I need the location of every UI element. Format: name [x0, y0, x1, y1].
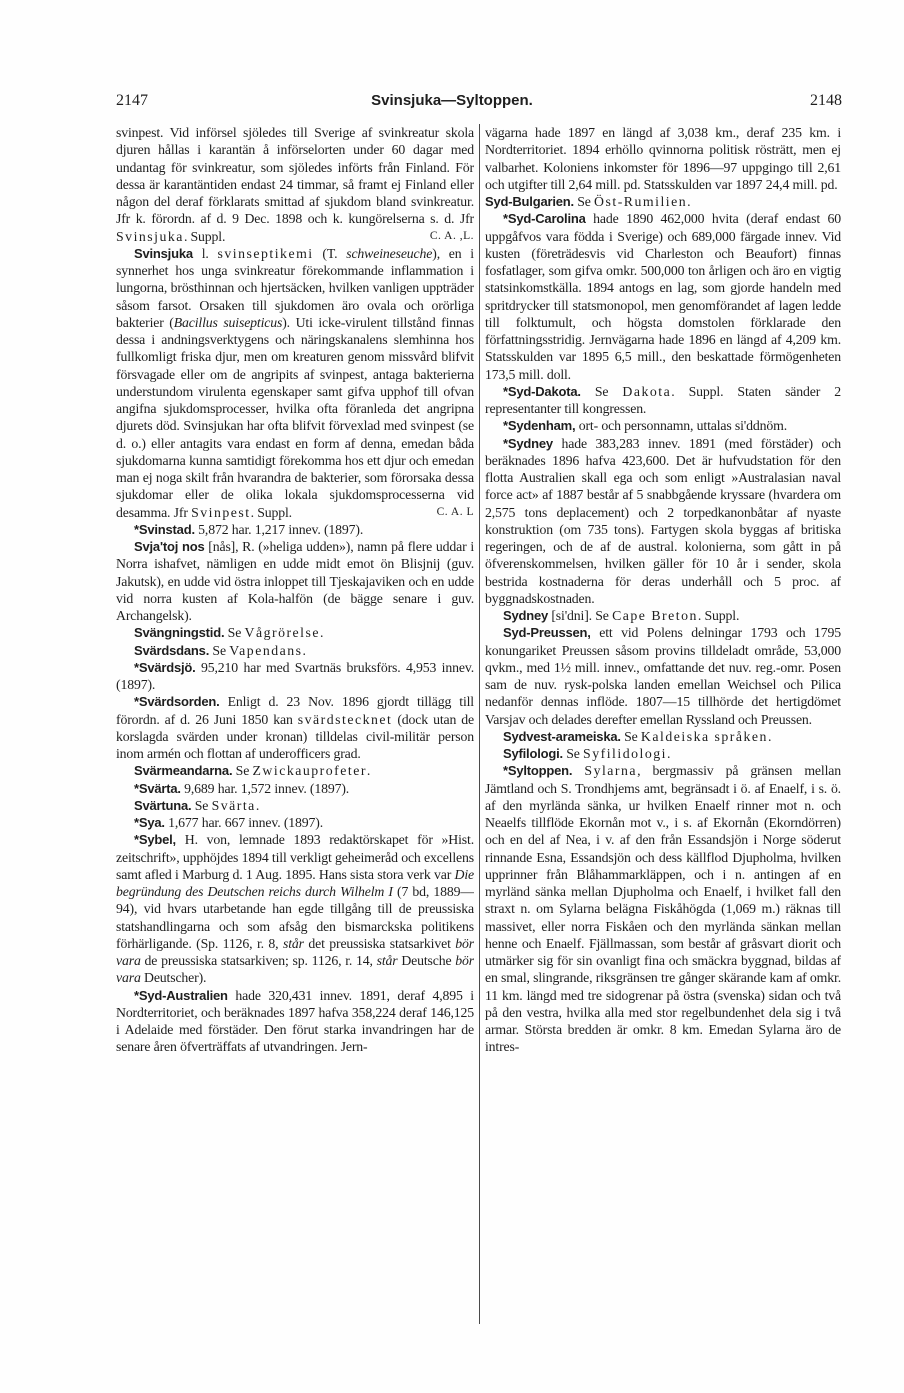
entry-text: de preussiska statsarkiven; sp. 1126, r. 14, — [140, 953, 377, 968]
dictionary-entry — [485, 124, 841, 193]
italic-text: schweineseuche — [346, 245, 433, 261]
dictionary-entry — [485, 193, 841, 210]
dictionary-entry — [116, 693, 474, 762]
column-divider — [479, 124, 480, 1324]
dictionary-entry — [116, 538, 474, 624]
spaced-text: Dakota — [622, 383, 672, 399]
entry-text: . Suppl. — [697, 608, 740, 623]
entry-text: svinpest. Vid införsel sjöledes till Sverige af svinkreatur skola djuren hållas i karantän å införselorten under 60 dagar med undantag för svinkreatur, som sjöledes införts från Finland. För dessa är karantäntiden endast 24 timmar, så framt ej Finland eller någon del deraf förklarats smittad af sjukdom bland svinkreatur. Jfr k. förordn. af d. 9 Dec. 1898 och k. kungörelserna s. d. Jfr — [116, 125, 474, 227]
entry-text: Deutsche — [397, 953, 456, 968]
entry-headword: Svja'toj nos — [134, 539, 205, 554]
entry-text: (dock utan de korslagda svärden under kronan) tilldelas civil-militär person inom armén och flottan af underofficers grad. — [116, 711, 474, 761]
dictionary-entry — [485, 624, 841, 728]
entry-text: Enligt d. 23 Nov. 1896 gjordt tillägg till förordn. af d. 26 Juni 1850 kan — [116, 694, 474, 727]
entry-text: Deutscher). — [140, 970, 207, 986]
entry-text: (7 bd, 1889—94), vid hvars utarbetande han egde tillgång till de preussiska statshandlingarna och som afsåg den bismarckska politikens förhärligande. (Sp. 1126, r. 8, — [116, 884, 474, 951]
spaced-text: Syfilidologi — [583, 746, 667, 761]
spaced-text: Svärta — [211, 797, 256, 813]
entry-headword: *Syd-Carolina — [503, 211, 586, 227]
author-signature: C. A. L — [436, 505, 474, 518]
entry-headword: Sydney — [503, 608, 549, 623]
entry-headword: *Syd-Dakota. — [503, 383, 581, 399]
entry-text: Se — [232, 763, 253, 779]
entry-headword: *Sya. — [134, 815, 165, 830]
entry-text: . Suppl. — [250, 504, 292, 520]
entry-text: ). Uti icke-virulent tillstånd finnas dessa i andningsverktygens och näringskanalens slemhinna hos fullkomligt friska djur, men om kreaturen genom missvård blifvit försvagade eller om de angripits af svinpest, antaga bakterierna understundom virulenta egenskaper samt gifva upphof till ofvan angifna sjukdomsprocesser, hvilka ofta föranleda det angripna djurets död. Svinsjukan har ofta blifvit förvexlad med svinpest (se d. o.) eller antagits vara endast en form af denna, emedan båda sjukdomarna kunna samtidigt förekomma hos ett djur och emedan man ej noga skilt från hvarandra de bakterier, som förorsaka dessa sjukdomar eller de olika lokala sjukdomsprocesserna vid desamma. Jfr — [116, 314, 474, 520]
spaced-text: svärdstecknet — [297, 711, 393, 727]
entry-text: . — [767, 728, 772, 744]
entry-headword: *Sybel, — [134, 832, 176, 848]
entry-text: Se — [562, 746, 584, 761]
italic-text: står — [376, 953, 398, 968]
spaced-text: svinseptikemi — [217, 245, 314, 261]
entry-text: . Suppl. Staten sänder 2 representanter till kongressen. — [485, 383, 841, 416]
dictionary-entry — [116, 624, 474, 641]
entry-text: 1,677 har. 667 innev. (1897). — [164, 815, 324, 830]
entry-headword: *Svärta. — [134, 780, 181, 796]
entry-headword: *Svinstad. — [134, 521, 195, 537]
entry-text: . — [666, 746, 671, 761]
dictionary-entry — [116, 642, 474, 659]
entry-headword: *Syd-Australien — [134, 987, 228, 1003]
dictionary-entry — [116, 780, 474, 797]
entry-headword: *Sydenham, — [503, 418, 576, 434]
italic-text: bör vara — [116, 953, 474, 986]
entry-text: . — [255, 797, 260, 813]
dictionary-entry — [485, 607, 841, 624]
spaced-text: Vapendans — [229, 642, 303, 658]
entry-text: det preussiska statsarkivet — [303, 935, 456, 951]
entry-text: [nås], R. (»heliga udden»), namn på flere uddar i Norra ishafvet, nämligen en udde midt emot ön Blisjnij (guv. Jakutsk), en udde vid östra inloppet till Tjeskajaviken och en udde vid norra kusten af Kola-halfön (de bägge senare i guv. Archangelsk). — [116, 539, 474, 623]
spaced-text: Cape Breton — [612, 608, 698, 623]
entry-headword: Svärtuna. — [134, 797, 192, 813]
entry-text: ett vid Polens delningar 1793 och 1795 konungariket Preussen såsom provins tilldeladt område, 53,000 qvkm., med 1½ mill. innev., omfattande det nuv. reg.-omr. Posen sam de nuv. rysk-polska landen emellan Weichsel och Pilica nedanför dennas inflöde. 1807—15 tillhörde det hertigdömet Varsjav och delades derefter emellan Ryssland och Preussen. — [485, 625, 841, 727]
entry-text: l. — [192, 245, 218, 261]
entry-headword: Svärmeandarna. — [134, 763, 233, 779]
running-head-title: Svinsjuka—Syltoppen. — [371, 92, 533, 109]
page-number-left: 2147 — [116, 92, 148, 109]
entry-headword: *Svärdsjö. — [134, 659, 196, 675]
entry-text: , bergmassiv på gränsen mellan Jämtland och S. Trondhjems amt, begränsadt i ö. af Enaelf, i s. ö. af den myrlända sänka, ur hvilken Enaelf rinner mot n. och Neaelfs tillflöde Ekornån mot v., i s. af Ekornån (Ekorndörren) och en del af Nea, i v. af den från Essandsjön i Norge söderut rinnande Esna, Essandsjön och dess källflod Djupholma, hvilken upprinner från Blåhammarkläppen, och i n. antingen af en myrländ sänka mellan Djupholma och Enaelf, i hvilket fall den straxt n. om Sylarna belägna Fiskåhögda (1,069 m.) räknas till massivet, eller norra Fiskåen och den myrlända sänkan mellan henne och Enaelf. Fjällmassan, som består af gråsvart diorit och utmärker sig för sin ovanligt fina och smäckra byggnad, bildas af en smal, slingrande, riksgränsen tre gånger skärande kam af omkr. 11 km. längd med tre sidogrenar på östra (svenska) sidan och två på den vestra, hvilka alla med stor regelbundenhet dela sig i två armar. Största bredden är omkr. 8 km. Emedan Sylarna äro de intres- — [485, 763, 841, 1055]
left-text-column — [116, 124, 474, 1386]
entry-text: hade 320,431 innev. 1891, deraf 4,895 i Nordterritoriet, och beräknades 1897 hafva 358,224 deraf 146,125 i Adelaide med förstäder. Den förut starka invandringen har de senare åren öfverträffats af utvandringen. Jern- — [116, 987, 474, 1055]
author-signature: C. A. ,L. — [429, 229, 474, 242]
entry-headword: Syd-Bulgarien. — [485, 194, 574, 209]
dictionary-entry — [116, 762, 474, 779]
spaced-text: Öst-Rumilien — [594, 194, 688, 209]
entry-text — [572, 763, 584, 778]
entry-headword: Svinsjuka — [134, 245, 193, 261]
entry-text: [si'dni]. Se — [548, 608, 613, 623]
entry-headword: Svärdsdans. — [134, 642, 210, 658]
entry-text: . — [366, 763, 371, 779]
spaced-text: Zwickauprofeter — [252, 763, 367, 779]
dictionary-entry — [485, 383, 841, 418]
entry-text: ort- och personnamn, uttalas si'ddnöm. — [575, 418, 788, 434]
dictionary-entry — [116, 521, 474, 538]
entry-text: Se — [580, 383, 623, 399]
entry-headword: Syd-Preussen, — [503, 625, 591, 641]
entry-text: H. von, lemnade 1893 redaktörskapet för »Hist. zeitschrift», upphöjdes 1894 till verkligt geheimeråd och excellens samt afled i Marburg d. 1 Aug. 1895. Hans sista stora verk var — [116, 832, 474, 882]
entry-text: 95,210 har med Svartnäs bruksförs. 4,953 innev. (1897). — [116, 659, 474, 692]
dictionary-entry — [485, 745, 841, 762]
entry-text: Se — [224, 625, 245, 641]
spaced-text: Vågrörelse — [244, 625, 321, 641]
entry-text: vägarna hade 1897 en längd af 3,038 km., deraf 235 km. i Nordterritoriet. 1894 erhöllo qvinnorna politisk rösträtt, men ej valbarhet. Koloniens inkomster för 1896—97 uppgingo till 2,61 och utgifter till 2,64 mill. pd. Statsskulden var 1897 24,4 mill. pd. — [485, 125, 841, 192]
entry-headword: *Sydney — [503, 435, 553, 451]
dictionary-entry — [485, 417, 841, 434]
italic-text: Die begründung des Deutschen reichs durch Wilhelm I — [116, 866, 474, 899]
dictionary-entry — [116, 245, 474, 521]
italic-text: bör vara — [116, 935, 474, 968]
entry-text: . Suppl. — [183, 228, 226, 244]
entry-headword: Syfilologi. — [503, 746, 563, 761]
dictionary-entry — [116, 797, 474, 814]
right-text-column — [485, 124, 841, 1386]
entry-headword: *Svärdsorden. — [134, 694, 220, 710]
dictionary-entry — [116, 831, 474, 986]
dictionary-entry — [485, 210, 841, 383]
spaced-text: Svinpest — [191, 504, 251, 520]
dictionary-entry — [116, 659, 474, 694]
spaced-text: Sylarna — [584, 763, 638, 779]
entry-text: Se — [573, 194, 595, 209]
dictionary-entry — [116, 814, 474, 831]
spaced-text: Kaldeiska språken — [640, 728, 768, 744]
dictionary-entry — [485, 762, 841, 1055]
italic-text: Bacillus suisepticus — [173, 314, 283, 330]
spaced-text: Svinsjuka — [116, 228, 184, 244]
italic-text: står — [282, 935, 304, 951]
entry-text: hade 383,283 innev. 1891 (med förstäder) och beräknades 1896 hafva 423,600. Det är hufvudstation för den flotta Australien skall ega och som enligt »Australasian naval force act» af 1887 består af 5 snabbgående kryssare (hvardera om 2,575 tons deplacement) och 2 torpedkanonbåtar af nyaste konstruktion (om 735 tons). Fartygen skola byggas af britiska regeringen, och de af de austral. kolonierna, som gått in på öfverenskommelsen, hvilken gäller för 10 år i sender, skola bestrida kostnaderna för deras underhåll och 5 proc. af byggnadskostnaden. — [485, 435, 841, 606]
entry-text: 9,689 har. 1,572 innev. (1897). — [180, 780, 350, 796]
dictionary-entry — [485, 435, 841, 608]
entry-text: hade 1890 462,000 hvita (deraf endast 60 uppgåfvos vara födda i Sverige) och 689,000 färgade innev. Vid kusten (företrädesvis vid Charleston och Beaufort) finnas fosfatlager, som gifva omkr. 500,000 ton årligen och äro en vigtig statsinkomstkälla. 1894 antogs en lag, som gjorde handeln med spritdrycker till statsmonopol, men genomförandet af lagen ledde till folktumult, och högsta domstolen förklarade den författningsstridig. Jernvägarna hade 1896 en längd af 4,209 km. Statsskulden var 1895 6,5 mill., den beskattade förmögenheten 173,5 mill. doll. — [485, 211, 841, 382]
entry-headword: Sydvest-arameiska. — [503, 728, 621, 744]
entry-text: ), en i synnerhet hos unga svinkreatur förekommande inflammation i lungorna, brösthinnan och hjertsäcken, hvilken vanligen uppträder såsom farsot. Orsaken till sjukdomen äro ovala och orörliga bakterier ( — [116, 245, 474, 330]
dictionary-entry — [116, 124, 474, 245]
entry-headword: *Syltoppen. — [503, 763, 573, 779]
entry-text: Se — [191, 797, 212, 813]
entry-text: . — [320, 625, 324, 641]
entry-text: Se — [620, 728, 641, 744]
page-number-right: 2148 — [810, 92, 842, 109]
entry-text: . — [687, 194, 691, 209]
entry-text: Se — [209, 642, 230, 658]
entry-text: 5,872 har. 1,217 innev. (1897). — [194, 521, 364, 537]
entry-text: . — [302, 642, 306, 658]
entry-headword: Svängningstid. — [134, 625, 225, 641]
entry-text: (T. — [313, 245, 347, 261]
dictionary-entry — [485, 728, 841, 745]
dictionary-entry — [116, 987, 474, 1056]
